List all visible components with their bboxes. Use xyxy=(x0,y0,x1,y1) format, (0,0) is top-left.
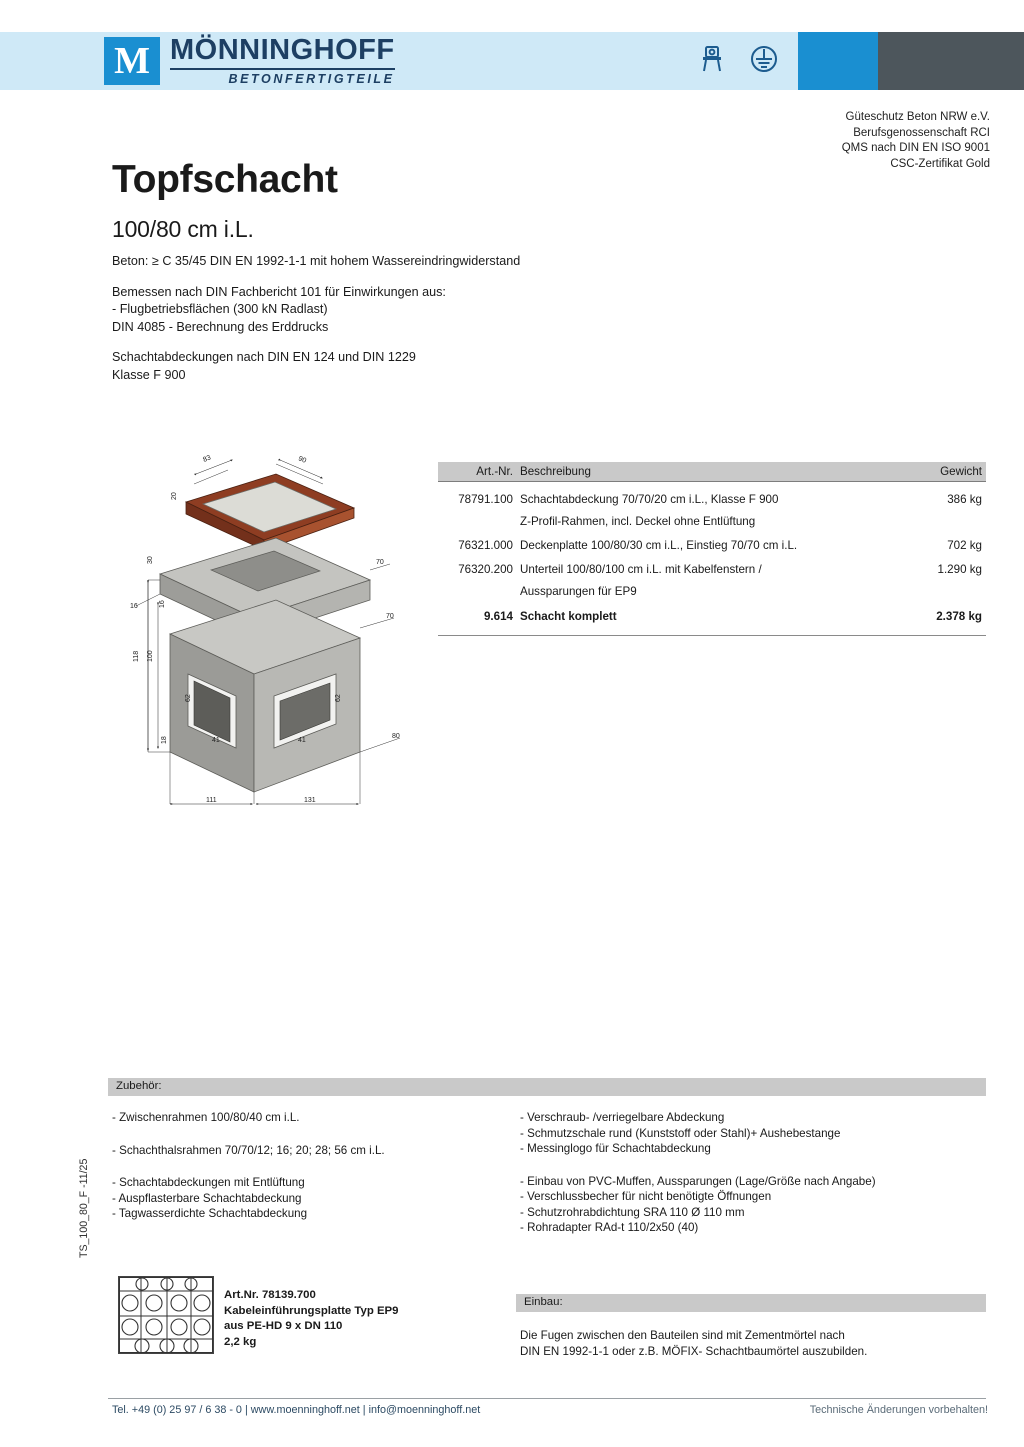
page-header xyxy=(0,32,1024,90)
cell-artnr: 76320.200 xyxy=(458,563,513,576)
table-header-row xyxy=(438,462,986,482)
list-item: - Schmutzschale rund (Kunststoff oder Stahl)+ Aushebestange xyxy=(520,1126,841,1140)
cert-line: QMS nach DIN EN ISO 9001 xyxy=(841,142,990,154)
installation-line: Die Fugen zwischen den Bauteilen sind mit Zementmörtel nach xyxy=(520,1329,845,1342)
base-unit-part xyxy=(170,600,360,792)
list-item: - Schachthalsrahmen 70/70/12; 16; 20; 28; 56 cm i.L. xyxy=(112,1143,385,1157)
col-description: Beschreibung xyxy=(520,465,591,478)
dim-90: 90 xyxy=(297,455,308,465)
footer-divider xyxy=(108,1398,986,1399)
weight-lifting-icon xyxy=(697,44,727,79)
cable-entry-plate-image xyxy=(118,1276,214,1354)
table-total-row xyxy=(438,598,986,623)
dim-20: 20 xyxy=(171,492,178,500)
specifications-block xyxy=(112,253,520,385)
cell-description-sub: Z-Profil-Rahmen, incl. Deckel ohne Entlüftung xyxy=(520,515,756,528)
list-item: - Tagwasserdichte Schachtabdeckung xyxy=(112,1207,308,1220)
cell-description: Deckenplatte 100/80/30 cm i.L., Einstieg 70/70 cm i.L. xyxy=(520,539,798,552)
footer-contact: Tel. +49 (0) 25 97 / 6 38 - 0 | www.moenninghoff.net | info@moenninghoff.net xyxy=(112,1404,481,1416)
cell-weight: 702 kg xyxy=(947,539,982,552)
list-item: - Verschraub- /verriegelbare Abdeckung xyxy=(520,1111,725,1124)
spec-covers-1: Schachtabdeckungen nach DIN EN 124 und DIN 1229 xyxy=(112,350,416,365)
table-row-sub xyxy=(438,506,986,528)
cert-line: Güteschutz Beton NRW e.V. xyxy=(845,111,990,123)
accessories-list-right xyxy=(520,1110,990,1236)
dim-111: 111 xyxy=(206,797,217,804)
cert-line: Berufsgenossenschaft RCI xyxy=(853,126,990,139)
plate-line: 2,2 kg xyxy=(224,1335,257,1348)
dim-70: 70 xyxy=(376,559,384,566)
list-item: - Schutzrohrabdichtung SRA 110 Ø 110 mm xyxy=(520,1205,745,1219)
cell-artnr: 76321.000 xyxy=(458,539,513,552)
cover-part xyxy=(186,474,354,550)
cell-description-sub: Aussparungen für EP9 xyxy=(520,585,637,598)
table-row-sub xyxy=(438,576,986,598)
logo-divider xyxy=(170,68,395,70)
accessories-heading: Zubehör: xyxy=(108,1078,986,1096)
list-item: - Messinglogo für Schachtabdeckung xyxy=(520,1142,711,1155)
header-icon-group xyxy=(678,32,798,90)
table-bottom-rule xyxy=(438,635,986,636)
dim-118: 118 xyxy=(133,650,140,662)
page-title: Topfschacht xyxy=(112,158,338,201)
header-dark-block xyxy=(878,32,1024,90)
dim-16: 16 xyxy=(159,600,166,608)
logo-tagline: BETONFERTIGTEILE xyxy=(228,72,395,86)
plate-line: Art.Nr. 78139.700 xyxy=(224,1289,316,1301)
table-row xyxy=(438,528,986,552)
header-blue-block xyxy=(798,32,878,90)
col-artnr: Art.-Nr. xyxy=(476,465,513,478)
dim-100: 100 xyxy=(147,650,154,662)
certification-list xyxy=(842,110,990,172)
dim-41b: 41 xyxy=(298,737,306,744)
dim-62: 62 xyxy=(185,694,192,702)
dim-41: 41 xyxy=(212,737,220,744)
dim-83: 83 xyxy=(202,454,212,464)
col-weight: Gewicht xyxy=(940,465,982,478)
article-table xyxy=(438,462,986,636)
cert-line: CSC-Zertifikat Gold xyxy=(890,157,990,170)
list-item: - Zwischenrahmen 100/80/40 cm i.L. xyxy=(112,1111,300,1124)
dim-80: 80 xyxy=(392,733,400,740)
plate-line: Kabeleinführungsplatte Typ EP9 xyxy=(224,1304,399,1317)
logo-monogram: M xyxy=(104,37,160,85)
logo-wordmark xyxy=(170,36,395,86)
installation-text xyxy=(520,1328,990,1359)
cell-description: Unterteil 100/80/100 cm i.L. mit Kabelfenstern / xyxy=(520,563,762,576)
document-code: TS_100_80_F -11/25 xyxy=(78,1158,90,1258)
product-drawing xyxy=(108,452,428,812)
cell-description: Schachtabdeckung 70/70/20 cm i.L., Klasse F 900 xyxy=(520,493,779,506)
dim-30: 30 xyxy=(147,556,154,564)
cell-weight: 1.290 kg xyxy=(937,563,982,576)
cable-entry-plate-caption xyxy=(224,1288,398,1350)
table-row xyxy=(438,482,986,506)
spec-concrete: Beton: ≥ C 35/45 DIN EN 1992-1-1 mit hohem Wassereindringwiderstand xyxy=(112,254,521,268)
installation-line: DIN EN 1992-1-1 oder z.B. MÖFIX- Schachtbaumörtel auszubilden. xyxy=(520,1344,868,1358)
earthing-icon xyxy=(749,44,779,79)
dim-16b: 16 xyxy=(130,603,138,610)
dim-62b: 62 xyxy=(335,694,342,702)
header-left-pad xyxy=(0,32,100,90)
footer-disclaimer: Technische Änderungen vorbehalten! xyxy=(809,1404,988,1416)
installation-heading: Einbau: xyxy=(516,1294,986,1312)
list-item: - Verschlussbecher für nicht benötigte Öffnungen xyxy=(520,1190,772,1203)
cell-total-description: Schacht komplett xyxy=(520,610,617,623)
cell-artnr: 78791.100 xyxy=(458,493,513,506)
list-item: - Einbau von PVC-Muffen, Aussparungen (Lage/Größe nach Angabe) xyxy=(520,1174,876,1188)
logo-company-name: MÖNNINGHOFF xyxy=(170,34,395,66)
page-subtitle: 100/80 cm i.L. xyxy=(112,216,254,242)
dim-70b: 70 xyxy=(386,613,394,620)
table-row xyxy=(438,552,986,576)
cell-total-artnr: 9.614 xyxy=(483,610,513,623)
list-item: - Auspflasterbare Schachtabdeckung xyxy=(112,1191,302,1205)
list-item: - Rohradapter RAd-t 110/2x50 (40) xyxy=(520,1221,699,1234)
spec-design-1: Bemessen nach DIN Fachbericht 101 für Einwirkungen aus: xyxy=(112,284,446,299)
cell-total-weight: 2.378 kg xyxy=(936,610,982,623)
accessories-list-left xyxy=(112,1110,512,1222)
spec-design-3: DIN 4085 - Berechnung des Erddrucks xyxy=(112,319,329,334)
list-item: - Schachtabdeckungen mit Entlüftung xyxy=(112,1176,305,1189)
spec-covers-2: Klasse F 900 xyxy=(112,367,186,382)
spec-design-2: - Flugbetriebsflächen (300 kN Radlast) xyxy=(112,302,328,317)
cell-weight: 386 kg xyxy=(947,493,982,506)
plate-line: aus PE-HD 9 x DN 110 xyxy=(224,1320,343,1332)
dim-18: 18 xyxy=(161,736,168,744)
dim-131: 131 xyxy=(304,797,316,804)
company-logo xyxy=(100,32,678,90)
